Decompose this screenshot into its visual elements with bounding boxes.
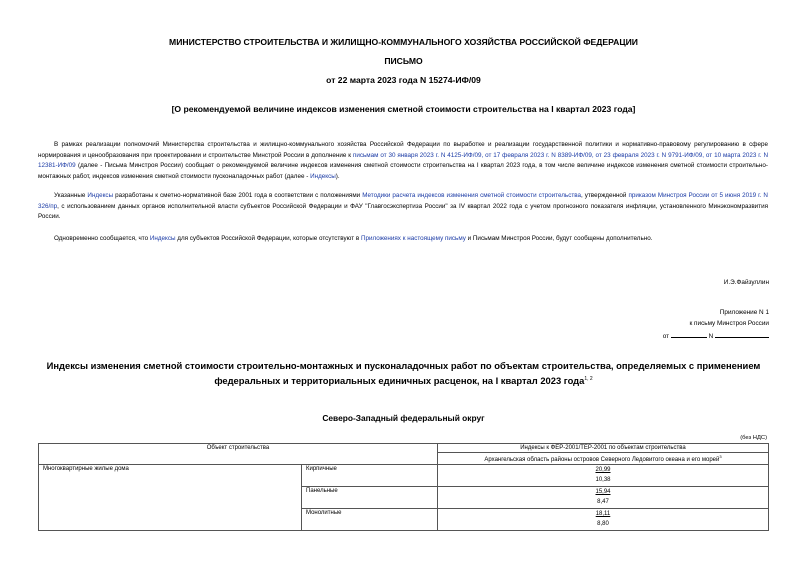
- para3-text-1: Одновременно сообщается, что: [54, 235, 150, 242]
- para2-text-3: , утвержденной: [581, 192, 629, 199]
- paragraph-1: [38, 140, 768, 182]
- link-previous-letters[interactable]: письмам от 30 января 2023 г. N 4125-ИФ/09, от 17 февраля 2023 г. N 8389-ИФ/09, от 23 февраля 2023 г. N 9791-ИФ/09, от 10 марта 2023 г. N 12381-ИФ/09: [38, 151, 769, 169]
- type-cell: Кирпичные: [302, 465, 438, 487]
- ministry-title: МИНИСТЕРСТВО СТРОИТЕЛЬСТВА И ЖИЛИЩНО-КОММУНАЛЬНОГО ХОЗЯЙСТВА РОССИЙСКОЙ ФЕДЕРАЦИИ: [169, 37, 638, 47]
- link-indexes-3[interactable]: Индексы: [149, 235, 176, 242]
- doc-date-number: от 22 марта 2023 года N 15274-ИФ/09: [326, 75, 481, 85]
- para2-text-2: разработаны к сметно-нормативной базе 2001 года в соответствии с положениями: [113, 192, 363, 199]
- para3-text-3: и Письмам Минстроя России, будут сообщены дополнительно.: [465, 235, 653, 242]
- link-order-326[interactable]: приказом Минстроя России от 5 июня 2019 г. N 326/пр: [38, 192, 768, 210]
- footnote-marks[interactable]: 1, 2: [584, 375, 593, 382]
- district-title: Северо-Западный федеральный округ: [322, 413, 485, 423]
- value-pnr: 8,47: [597, 498, 609, 505]
- appendix-title-line-2: федеральных и территориальных единичных расценок, на I квартал 2023 года$^{1, 2}$: [214, 374, 593, 386]
- appendix-from: от: [662, 333, 670, 340]
- value-smr: 18,11: [595, 511, 611, 517]
- link-appendices[interactable]: Приложениях к настоящему письму: [360, 235, 466, 242]
- vat-note: (без НДС): [740, 435, 767, 441]
- doc-subject: [О рекомендуемой величине индексов изменения сметной стоимости строительства на I квартал 2023 года]: [171, 104, 636, 114]
- appendix-title: [0, 360, 807, 387]
- link-indexes[interactable]: Индексы: [310, 172, 336, 180]
- table-row: [39, 465, 769, 487]
- appendix-date-line: [663, 331, 769, 340]
- para1-text-3: ).: [335, 172, 340, 180]
- value-cell: [438, 465, 769, 487]
- region-footnote-mark[interactable]: 3: [719, 454, 722, 459]
- para3-text-2: для субъектов Российской Федерации, которые отсутствуют в: [175, 235, 361, 242]
- value-pnr: 10,38: [595, 476, 611, 483]
- header-object: Объект строительства: [39, 444, 438, 465]
- paragraph-3: [38, 234, 768, 245]
- paragraph-2: [38, 191, 768, 223]
- type-cell: Монолитные: [302, 509, 438, 531]
- type-cell: Панельные: [302, 487, 438, 509]
- doc-type: ПИСЬМО: [384, 56, 423, 66]
- para1-text-2: (далее - Письма Минстроя России) сообщает о рекомендуемой величине индексов изменения сметной стоимости строительства на I квартал 2023 года, в том числе величине индексов изменения сметной стоимости строительно-монтажных работ, индексов изменения сметной стоимости пусконаладочных работ (далее -: [38, 162, 768, 180]
- signature: И.Э.Файзуллин: [723, 279, 769, 286]
- value-smr: 20,99: [595, 467, 611, 473]
- number-blank: [715, 331, 769, 338]
- appendix-number: N: [708, 333, 714, 340]
- value-pnr: 8,80: [597, 520, 609, 527]
- header-region: Архангельская область районы островов Северного Ледовитого океана и его морей$^3$: [438, 453, 769, 465]
- object-cell: Многоквартирные жилые дома: [39, 465, 302, 531]
- value-smr: 15,94: [595, 489, 611, 495]
- appendix-title-line-1: Индексы изменения сметной стоимости строительно-монтажных и пусконаладочных работ по объектам строительства, определяемых с применением: [46, 360, 761, 371]
- appendix-to-letter: к письму Минстроя России: [689, 320, 769, 327]
- value-cell: [438, 487, 769, 509]
- para1-text-1: В рамках реализации полномочий Министерства строительства и жилищно-коммунального хозяйства Российской Федерации по выработке и реализации государственной политики и нормативно-правовому регулированию в сфере нормирования и ценообразования при проектировании и строительстве Минстрой России в дополнение к: [38, 141, 768, 159]
- index-table: [38, 443, 769, 531]
- link-methodology[interactable]: Методики расчета индексов изменения сметной стоимости строительства: [362, 192, 582, 199]
- para2-text-4: , с использованием данных органов исполнительной власти субъектов Российской Федерации и ФАУ "Главгосэкспертиза России" за IV квартал 2022 года с учетом прогнозного показателя инфляции, установленного Минэкономразвития России.: [38, 202, 768, 220]
- link-indexes-2[interactable]: Индексы: [87, 192, 114, 199]
- appendix-label: Приложение N 1: [719, 309, 769, 316]
- date-blank: [671, 331, 707, 338]
- para2-text-1: Указанные: [54, 192, 88, 199]
- header-indexes: Индексы к ФЕР-2001/ТЕР-2001 по объектам строительства: [438, 444, 769, 453]
- value-cell: [438, 509, 769, 531]
- table-header-row: [39, 444, 769, 453]
